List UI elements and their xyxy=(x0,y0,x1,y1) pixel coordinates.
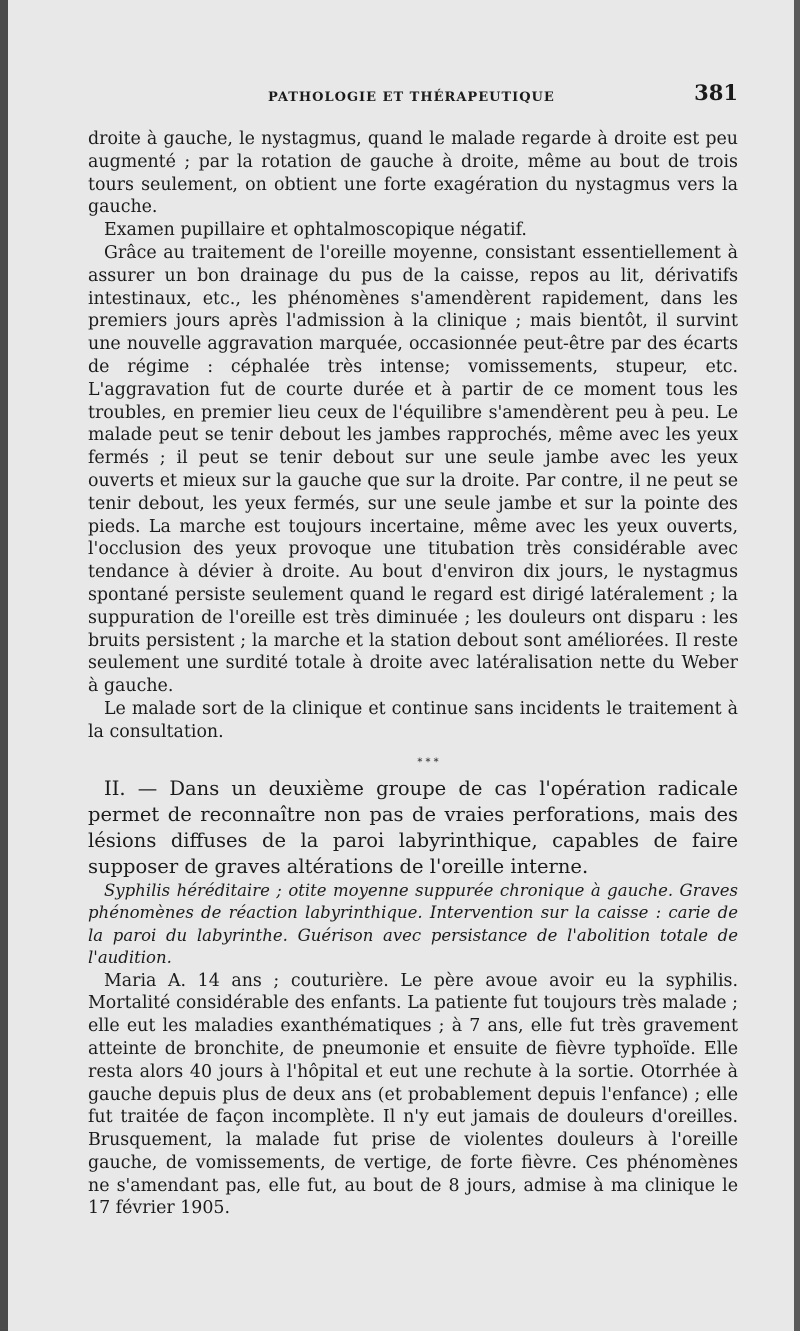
case-body: Maria A. 14 ans ; couturière. Le père avoue avoir eu la syphilis. Mortalité considérable des enfants. La patiente fut toujours très malade ; elle eut les maladies exanthématiques ; à 7 ans, elle fut très gravement atteinte de bronchite, de pneumonie et ensuite de fièvre typhoïde. Elle resta alors 40 jours à l'hôpital et eut une rechute à la sortie. Otorrhée à gauche depuis plus de deux ans (et probablement depuis l'enfance) ; elle fut traitée de façon incomplète. Il n'y eut jamais de douleurs d'oreilles. Brusquement, la malade fut prise de violentes douleurs à l'oreille gauche, de vomissements, de vertige, de forte fièvre. Ces phénomènes ne s'amendant pas, elle fut, au bout de 8 jours, admise à ma clinique le 17 février 1905. xyxy=(88,970,738,1219)
case-title: Syphilis héréditaire ; otite moyenne suppurée chronique à gauche. Graves phénomènes de réaction labyrinthique. Intervention sur la caisse : carie de la paroi du labyrinthe. Guérison avec persistance de l'abolition totale de l'audition. xyxy=(88,880,738,968)
paragraph: Le malade sort de la clinique et continue sans incidents le traitement à la consultation. xyxy=(88,698,738,742)
paragraph: Examen pupillaire et ophtalmoscopique négatif. xyxy=(104,220,527,241)
running-head: PATHOLOGIE ET THÉRAPEUTIQUE xyxy=(268,90,555,105)
paragraph: droite à gauche, le nystagmus, quand le malade regarde à droite est peu augmenté ; par la rotation de gauche à droite, même au bout de trois tours seulement, on obtient une forte exagération du nystagmus vers la gauche. xyxy=(88,129,738,218)
page-header xyxy=(88,80,738,112)
page-body xyxy=(88,128,738,1220)
page-number: 381 xyxy=(694,80,738,105)
scan-edge-right xyxy=(794,0,800,1331)
scan-edge-left xyxy=(0,0,8,1331)
section-heading-paragraph: II. — Dans un deuxième groupe de cas l'opération radicale permet de reconnaître non pas de vraies perforations, mais des lésions diffuses de la paroi labyrinthique, capables de faire supposer de graves altérations de l'oreille interne. xyxy=(88,776,738,878)
paragraph: Grâce au traitement de l'oreille moyenne, consistant essentiellement à assurer un bon drainage du pus de la caisse, repos au lit, dérivatifs intestinaux, etc., les phénomènes s'amendèrent rapidement, dans les premiers jours après l'admission à la clinique ; mais bientôt, il survint une nouvelle aggravation marquée, occasionnée peut-être par des écarts de régime : céphalée très intense; vomissements, stupeur, etc. L'aggravation fut de courte durée et à partir de ce moment tous les troubles, en premier lieu ceux de l'équilibre s'amendèrent peu à peu. Le malade peut se tenir debout les jambes rapprochés, même avec les yeux fermés ; il peut se tenir debout sur une seule jambe avec les yeux ouverts et mieux sur la gauche que sur la droite. Par contre, il ne peut se tenir debout, les yeux fermés, sur une seule jambe et sur la pointe des pieds. La marche est toujours incertaine, même avec les yeux ouverts, l'occlusion des yeux provoque une titubation très considérable avec tendance à dévier à droite. Au bout d'environ dix jours, le nystagmus spontané persiste seulement quand le regard est dirigé latéralement ; la suppuration de l'oreille est très diminuée ; les douleurs ont disparu : les bruits persistent ; la marche et la station debout sont améliorées. Il reste seulement une surdité totale à droite avec latéralisation nette du Weber à gauche. xyxy=(88,242,738,697)
section-separator: * * * xyxy=(417,756,439,768)
